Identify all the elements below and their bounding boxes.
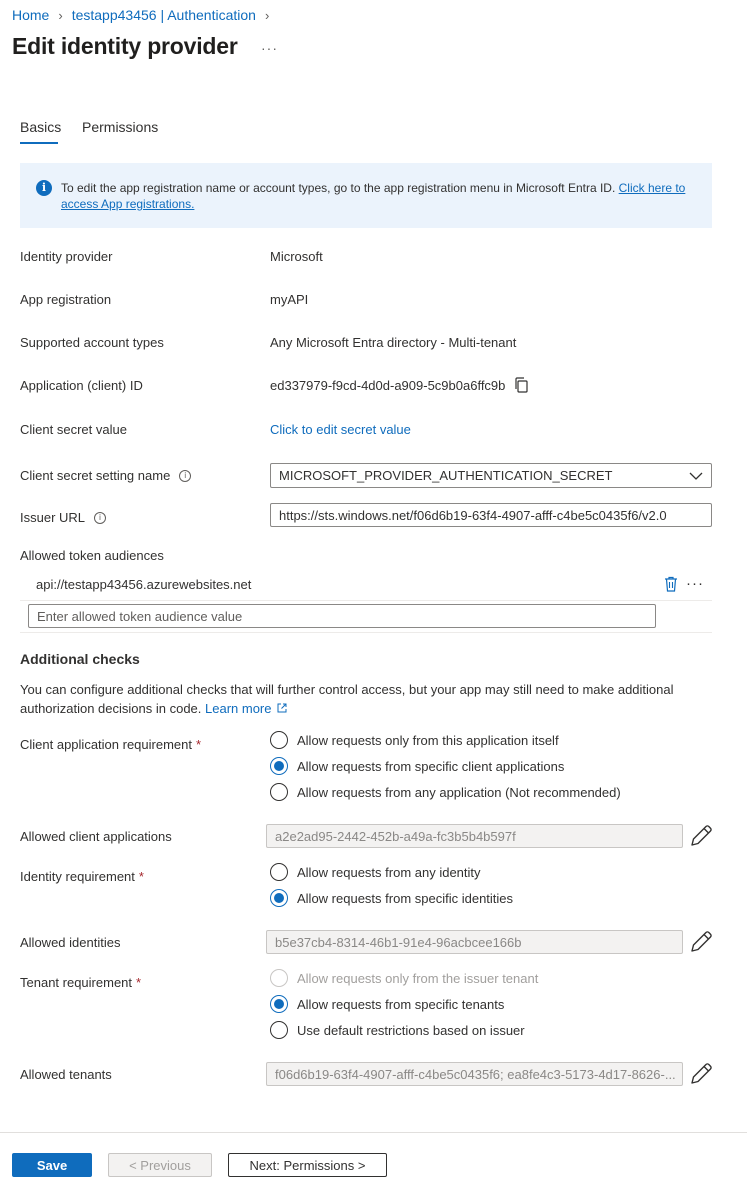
radio-button[interactable] [270, 731, 288, 749]
edit-pencil-icon[interactable] [688, 1061, 714, 1087]
next-permissions-button[interactable]: Next: Permissions > [228, 1153, 387, 1177]
client-secret-label: Client secret value [20, 422, 127, 437]
radio-label: Allow requests from specific tenants [297, 996, 505, 1012]
breadcrumb-home-link[interactable]: Home [12, 7, 50, 23]
allowed-identities-label: Allowed identities [20, 935, 121, 950]
identity-provider-label: Identity provider [20, 249, 113, 264]
info-banner-text [61, 180, 701, 212]
radio-option[interactable] [270, 783, 621, 801]
more-options-icon[interactable]: ··· [261, 40, 278, 56]
footer-divider [0, 1132, 747, 1133]
allowed-client-apps-input: a2e2ad95-2442-452b-a49a-fc3b5b4b597f [266, 824, 683, 848]
radio-option[interactable] [270, 889, 513, 907]
edit-pencil-icon[interactable] [688, 929, 714, 955]
chevron-down-icon [689, 468, 703, 483]
radio-option-disabled [270, 969, 538, 987]
radio-label: Use default restrictions based on issuer [297, 1022, 525, 1038]
app-registration-value: myAPI [270, 292, 309, 307]
save-button[interactable]: Save [12, 1153, 92, 1177]
required-marker: * [195, 737, 202, 752]
breadcrumb [12, 7, 278, 23]
radio-option[interactable] [270, 1021, 525, 1039]
supported-account-types-value: Any Microsoft Entra directory - Multi-tenant [270, 335, 517, 350]
radio-label: Allow requests from specific client applications [297, 758, 565, 774]
identity-provider-value: Microsoft [270, 249, 323, 264]
allowed-identities-input: b5e37cb4-8314-46b1-91e4-96acbcee166b [266, 930, 683, 954]
client-id-value: ed337979-f9cd-4d0d-a909-5c9b0a6ffc9b [270, 378, 506, 393]
allowed-tenants-input: f06d6b19-63f4-4907-afff-c4be5c0435f6; ea8fe4c3-5173-4d17-8626-... [266, 1062, 683, 1086]
allowed-tenants-label: Allowed tenants [20, 1067, 112, 1082]
radio-button[interactable] [270, 1021, 288, 1039]
external-link-icon [277, 703, 287, 713]
breadcrumb-app-link[interactable]: testapp43456 | Authentication [71, 7, 256, 23]
learn-more-link[interactable] [205, 701, 287, 716]
identity-req-label-row [20, 869, 144, 884]
radio-button[interactable] [270, 783, 288, 801]
app-registration-label: App registration [20, 292, 112, 307]
secret-setting-dropdown[interactable] [270, 463, 712, 488]
info-icon[interactable]: i [94, 512, 106, 524]
audience-input-placeholder: Enter allowed token audience value [37, 608, 243, 624]
radio-button-selected[interactable] [270, 889, 288, 907]
issuer-url-label: Issuer URL [20, 510, 86, 525]
tab-active-indicator [20, 142, 58, 144]
info-banner [20, 163, 712, 228]
client-app-req-label-row [20, 737, 201, 752]
tab-basics[interactable]: Basics [20, 119, 62, 135]
tenant-req-label: Tenant requirement [20, 975, 133, 990]
required-marker: * [138, 869, 144, 884]
info-banner-message: To edit the app registration name or account types, go to the app registration menu in Microsoft Entra ID. [61, 181, 619, 195]
supported-account-types-label: Supported account types [20, 335, 164, 350]
radio-option[interactable] [270, 731, 559, 749]
radio-button-disabled [270, 969, 288, 987]
issuer-url-input[interactable]: https://sts.windows.net/f06d6b19-63f4-4907-afff-c4be5c0435f6/v2.0 [270, 503, 712, 527]
radio-button[interactable] [270, 863, 288, 881]
more-options-icon[interactable]: ··· [686, 575, 704, 592]
radio-label: Allow requests from any application (Not recommended) [297, 784, 621, 800]
edit-pencil-icon[interactable] [688, 823, 714, 849]
radio-label: Allow requests only from this application itself [297, 732, 559, 748]
radio-label: Allow requests only from the issuer tenant [297, 970, 539, 986]
radio-button-selected[interactable] [270, 995, 288, 1013]
secret-setting-value: MICROSOFT_PROVIDER_AUTHENTICATION_SECRET [279, 468, 613, 483]
info-icon[interactable]: i [179, 470, 191, 482]
additional-checks-description [20, 680, 720, 718]
info-icon: i [36, 180, 52, 196]
secret-setting-label: Client secret setting name [20, 468, 171, 483]
client-id-row [270, 377, 529, 394]
client-id-label: Application (client) ID [20, 378, 143, 393]
client-app-req-label: Client application requirement [20, 737, 192, 752]
additional-checks-title: Additional checks [20, 651, 140, 667]
additional-checks-text: You can configure additional checks that will further control access, but your app may still need to make additional authorization decisions in code. [20, 682, 674, 716]
secret-setting-label-row [20, 468, 191, 483]
audience-input[interactable] [28, 604, 656, 628]
tenant-req-label-row [20, 975, 141, 990]
required-marker: * [136, 975, 142, 990]
chevron-right-icon: › [264, 7, 270, 23]
radio-option[interactable] [270, 995, 504, 1013]
edit-secret-link[interactable]: Click to edit secret value [270, 422, 411, 437]
app-registrations-link[interactable]: Click here to access App registrations. [61, 181, 686, 211]
identity-req-label: Identity requirement [20, 869, 135, 884]
radio-button-selected[interactable] [270, 757, 288, 775]
chevron-right-icon: › [58, 7, 63, 23]
allowed-client-apps-label: Allowed client applications [20, 829, 172, 844]
delete-icon[interactable] [664, 576, 678, 595]
learn-more-label: Learn more [205, 701, 272, 716]
audience-item: api://testapp43456.azurewebsites.net [36, 577, 252, 592]
issuer-url-label-row [20, 510, 106, 525]
page-title: Edit identity provider [12, 33, 238, 59]
radio-label: Allow requests from any identity [297, 864, 481, 880]
allowed-audiences-label: Allowed token audiences [20, 548, 164, 563]
tab-permissions[interactable]: Permissions [82, 119, 159, 135]
divider [20, 600, 712, 601]
radio-option[interactable] [270, 863, 481, 881]
radio-label: Allow requests from specific identities [297, 890, 514, 906]
divider [20, 632, 712, 633]
copy-icon[interactable] [514, 377, 529, 394]
previous-button: < Previous [108, 1153, 212, 1177]
radio-option[interactable] [270, 757, 564, 775]
